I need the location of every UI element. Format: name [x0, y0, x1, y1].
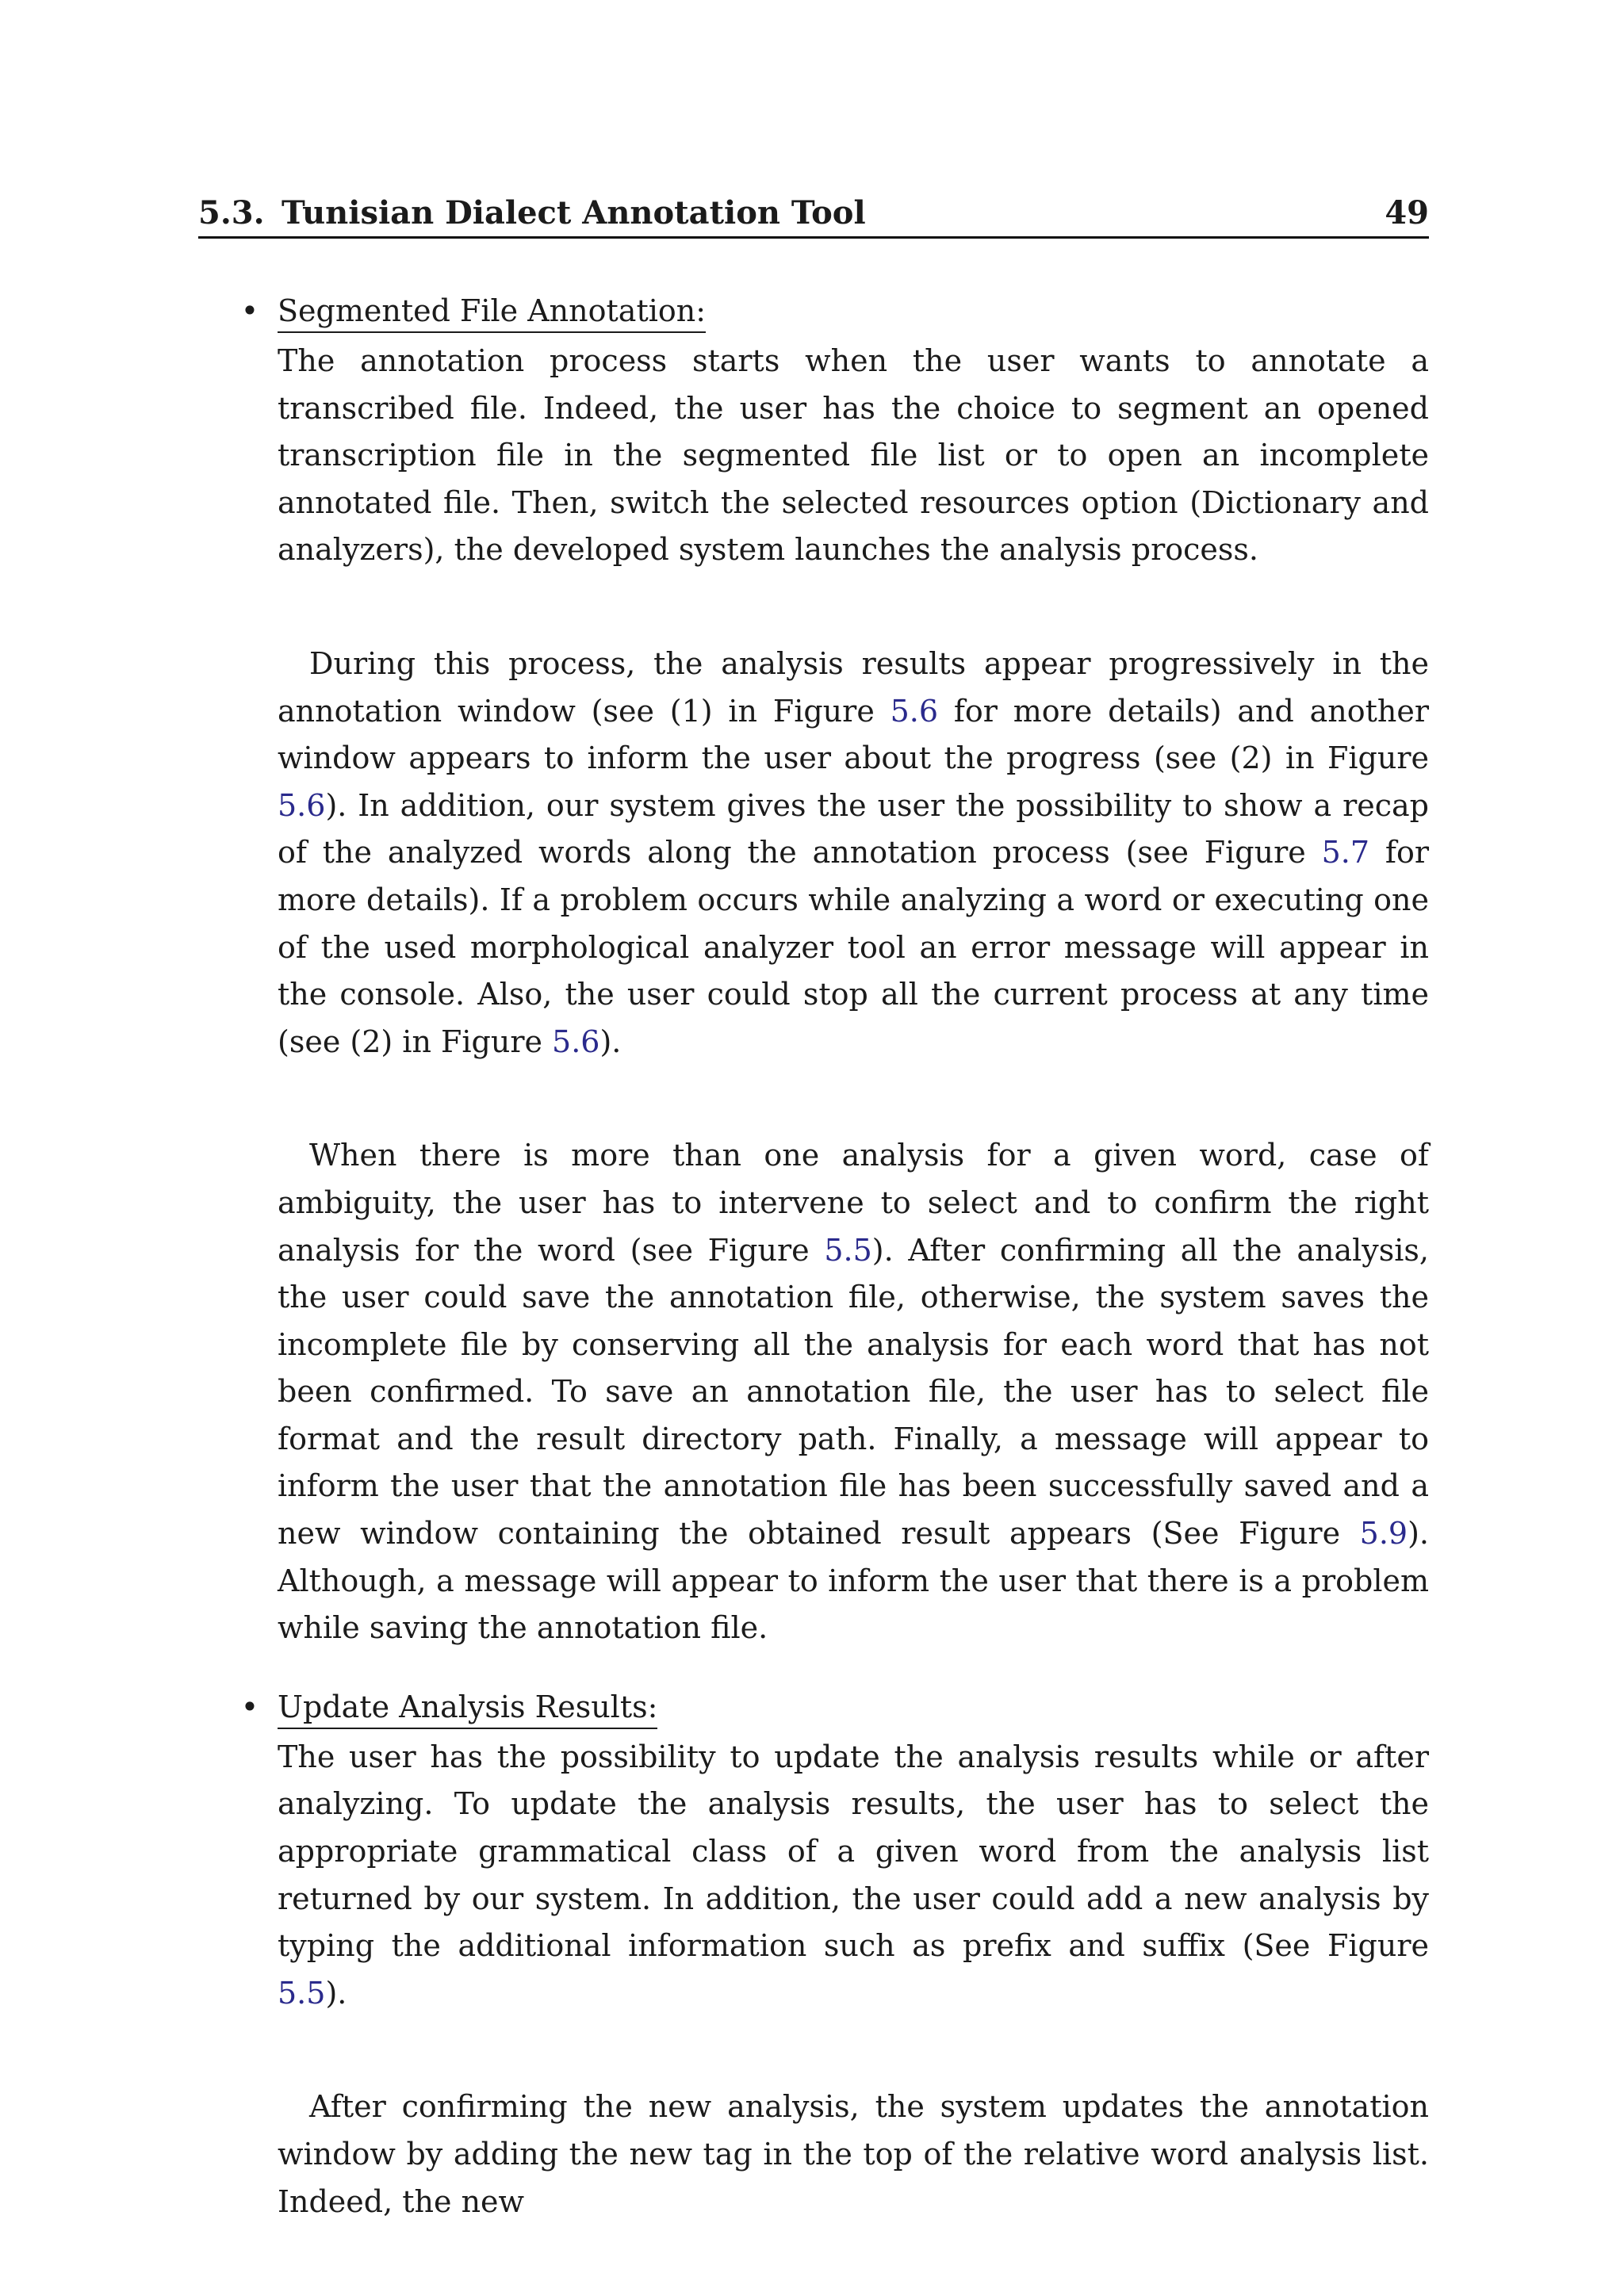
paragraph: After confirming the new analysis, the system updates the annotation window by adding the new tag in the top of the relative word analysis list. Indeed, the new [278, 2089, 1429, 2219]
running-header [198, 190, 1429, 239]
bullet-item-update-analysis-results [240, 1684, 1429, 2018]
bullet-icon: • [240, 1689, 259, 1724]
bullet-title: Segmented File Annotation: [278, 290, 706, 333]
paragraph: During this process, the analysis results appear progressively in the annotation window (see (1) in Figure 5.6 for more details) and another window appears to inform the user about the progress (see (2) in Figure 5.6). In addition, our system gives the user the possibility to show a recap of the analyzed words along the annotation process (see Figure 5.7 for more details). If a problem occurs while analyzing a word or executing one of the used morphological analyzer tool an error message will appear in the console. Also, the user could stop all the current process at any time (see (2) in Figure 5.6). [278, 645, 1430, 1059]
bullet-icon: • [240, 293, 259, 328]
header-section-number: 5.3. [198, 194, 265, 232]
paragraph: The annotation process starts when the user wants to annotate a transcribed file. Indeed, the user has the choice to segment an opened transcription file in the segmented file list or to open an incomplete annotated file. Then, switch the selected resources option (Dictionary and analyzers), the developed system launches the analysis process. [278, 343, 1429, 568]
bullet-title: Update Analysis Results: [278, 1686, 657, 1729]
figure-reference-link[interactable]: 5.5 [824, 1232, 872, 1268]
header-section-title: Tunisian Dialect Annotation Tool [282, 194, 866, 232]
page-body [240, 288, 1430, 2225]
paragraph: When there is more than one analysis for a given word, case of ambiguity, the user has to intervene to select and to confirm the right analysis for the word (see Figure 5.5). After confirming all the analysis, the user could save the annotation file, otherwise, the system saves the incomplete file by conserving all the analysis for each word that has not been confirmed. To save an annotation file, the user has to select file format and the result directory path. Finally, a message will appear to inform the user that the annotation file has been successfully saved and a new window containing the obtained result appears (See Figure 5.9). Although, a message will appear to inform the user that there is a problem while saving the annotation file. [278, 1138, 1429, 1646]
bullet-item-segmented-file-annotation [240, 288, 1429, 574]
paragraph: The user has the possibility to update the analysis results while or after analyzing. To update the analysis results, the user has to select the appropriate grammatical class of a given word from the analysis list returned by our system. In addition, the user could add a new analysis by typing the additional information such as prefix and suffix (See Figure 5.5). [278, 1739, 1429, 2011]
figure-reference-link[interactable]: 5.6 [890, 693, 939, 729]
figure-reference-link[interactable]: 5.5 [278, 1975, 326, 2011]
figure-reference-link[interactable]: 5.6 [278, 787, 326, 823]
page-number: 49 [1385, 194, 1429, 232]
figure-reference-link[interactable]: 5.9 [1359, 1516, 1408, 1552]
figure-reference-link[interactable]: 5.6 [552, 1024, 600, 1059]
figure-reference-link[interactable]: 5.7 [1321, 835, 1370, 871]
